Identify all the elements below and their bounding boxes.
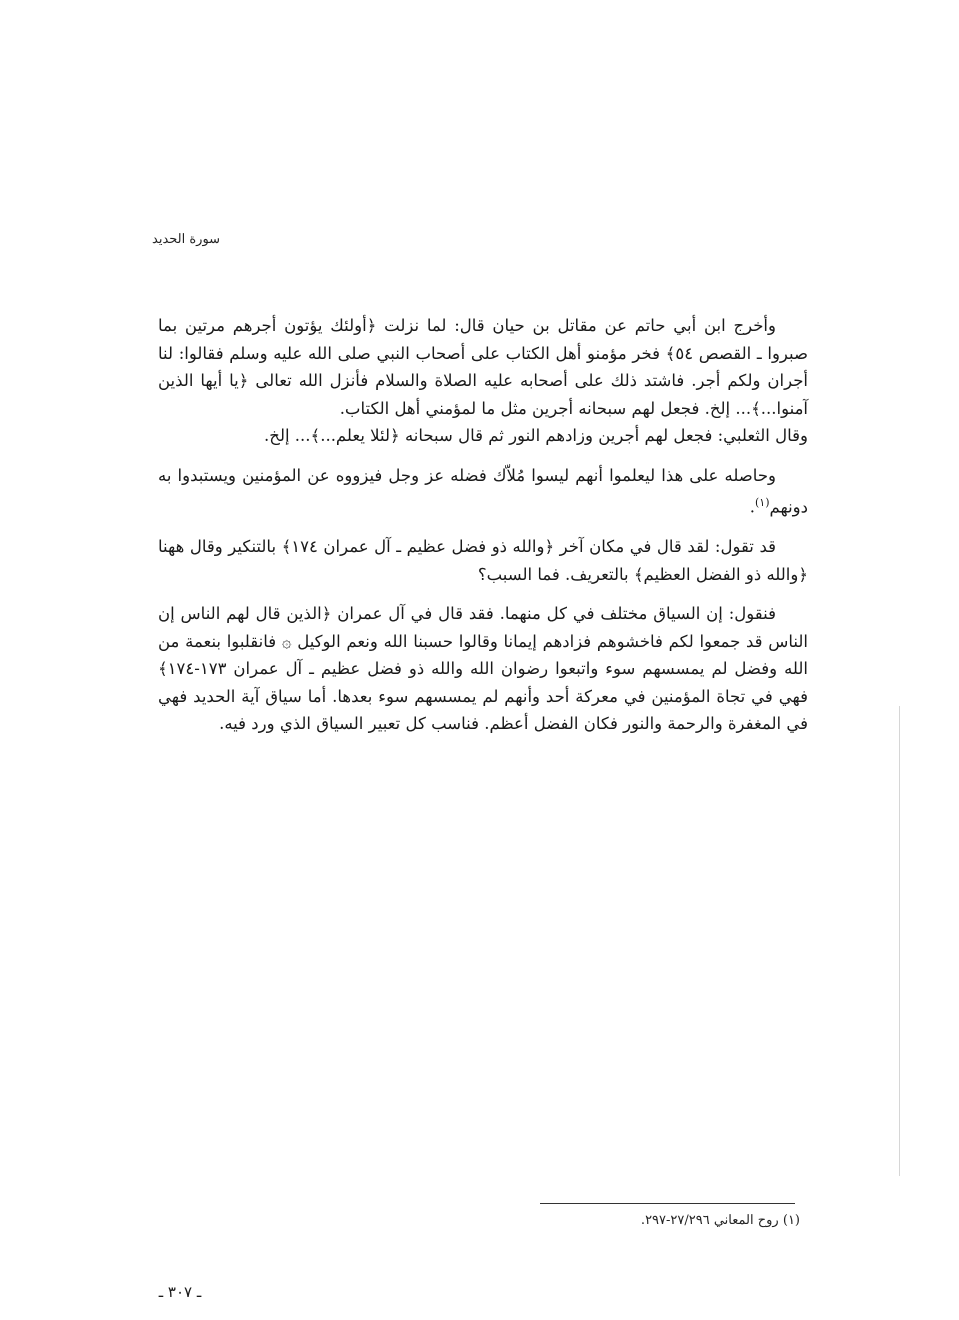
paragraph-3: وحاصله على هذا ليعلموا أنهم ليسوا مُلاّك فضله عز وجل فيزووه عن المؤمنين ويستبدوا به دونهم$^{(١)}$. — [158, 465, 808, 517]
paragraph-3-text: وحاصله على هذا ليعلموا أنهم ليسوا مُلاّك فضله عز وجل فيزووه عن المؤمنين ويستبدوا به دونهم — [158, 465, 808, 517]
paragraph-5: فنقول: إن السياق مختلف في كل منهما. فقد قال في آل عمران ﴿الذين قال لهم الناس إن الناس قد جمعوا لكم فاخشوهم فزادهم إيمانا وقالوا حسبنا الله ونعم الوكيل ۞ فانقلبوا بنعمة من الله وفضل لم يمسسهم سوء واتبعوا رضوان الله والله ذو فضل عظيم ـ آل عمران ١٧٣-١٧٤﴾ فهي في تجاة المؤمنين في معركة أحد وأنهم لم يمسسهم سوء بعدها. أما سياق آية الحديد فهي في المغفرة والرحمة والنور فكان الفضل أعظم. فناسب كل تعبير السياق الذي ورد فيه. — [158, 604, 808, 733]
paragraph-2: وقال الثعلبي: فجعل لهم أجرين وزادهم النور ثم قال سبحانه ﴿لئلا يعلم...﴾... إلخ. — [264, 426, 808, 445]
page-number: ـ ٣٠٧ ـ — [158, 1283, 202, 1301]
paragraph-4: قد تقول: لقد قال في مكان آخر ﴿والله ذو فضل عظيم ـ آل عمران ١٧٤﴾ بالتنكير وقال ههنا ﴿والله ذو الفضل العظيم﴾ بالتعريف. فما السبب؟ — [158, 537, 808, 584]
footnote-text: روح المعاني ٢٧/٢٩٦-٢٩٧. — [640, 1213, 779, 1228]
margin-scan-line — [899, 706, 900, 1176]
footnote-marker: (١) — [782, 1213, 800, 1228]
footnote-reference[interactable]: (١) — [754, 496, 770, 509]
running-header: سورة الحديد — [152, 232, 221, 247]
footnote — [500, 1213, 800, 1228]
paragraph-1: وأخرج ابن أبي حاتم عن مقاتل بن حيان قال: لما نزلت ﴿أولئك يؤتون أجرهم مرتين بما صبروا ـ القصص ٥٤﴾ فخر مؤمنو أهل الكتاب على أصحاب النبي صلى الله عليه وسلم فقالوا: لنا أجران ولكم أجر. فاشتد ذلك على أصحابه عليه الصلاة والسلام فأنزل الله تعالى ﴿يا أيها الذين آمنوا...﴾... إلخ. فجعل لهم سبحانه أجرين مثل ما لمؤمني أهل الكتاب. — [158, 316, 808, 418]
footnote-divider — [540, 1203, 795, 1204]
body-text — [158, 312, 808, 750]
